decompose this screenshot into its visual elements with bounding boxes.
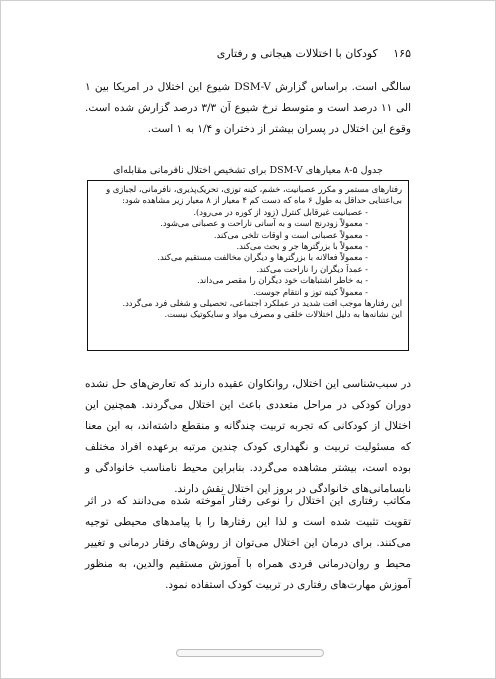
horizontal-scrollbar[interactable] <box>176 649 324 657</box>
criteria-item: - عصبانیت غیرقابل کنترل (زود از کوره در می‌رود). <box>193 206 368 217</box>
criteria-item: - معمولاً فعالانه با بزرگترها و دیگران مخالفت مستقیم می‌کند. <box>157 252 368 263</box>
table-caption: جدول ۵-۸ معیارهای DSM-V برای تشخیص اختلال نافرمانی مقابله‌ای <box>113 165 383 176</box>
running-header <box>111 47 411 60</box>
page-number: ۱۶۵ <box>393 47 411 60</box>
criteria-item: - معمولاً زودرنج است و به آسانی ناراحت و عصبانی می‌شود. <box>160 218 368 229</box>
criteria-box <box>87 180 409 351</box>
criteria-item: - معمولاً کینه توز و انتقام جوست. <box>252 286 368 297</box>
criteria-item: - معمولاً عصبانی است و اوقات تلخی می‌کند. <box>213 229 368 240</box>
criteria-intro-line: رفتارهای مستمر و مکرر عصبانیت، خشم، کینه توزی، تحریک‌پذیری، نافرمانی، لجبازی و <box>106 184 402 194</box>
criteria-item: - عمداً دیگران را ناراحت می‌کند. <box>256 263 368 274</box>
running-title: کودکان با اختلالات هیجانی و رفتاری <box>216 47 378 60</box>
paragraph-prevalence: سالگی است. براساس گزارش DSM-V شیوع این اختلال در امریکا بین ۱ الی ۱۱ درصد است و متوسط نرخ شیوع آن ۳/۳ درصد گزارش شده است. وقوع این اختلال در پسران بیشتر از دختران و ۱/۴ به ۱ است. <box>85 81 411 135</box>
paragraph-treatment: مکاتب رفتاری این اختلال را نوعی رفتار آموخته شده می‌دانند که در اثر تقویت تثبیت شده است و لذا این رفتارها را با پیامدهای محیطی توجیه می‌کنند. برای درمان این اختلال می‌توان از روش‌های رفتار درمانی و تغییر محیط و روان‌درمانی فردی همراه با آموزش مستقیم والدین، به منظور آموزش مهارت‌های رفتاری در تربیت کودک استفاده نمود. <box>85 495 411 591</box>
criteria-item: - معمولاً با بزرگترها جر و بحث می‌کند. <box>236 241 368 252</box>
criteria-item: - به خاطر اشتباهات خود دیگران را مقصر می‌داند. <box>196 275 368 286</box>
paragraph-etiology: در سبب‌شناسی این اختلال، روانکاوان عقیده دارند که تعارض‌های حل نشده دوران کودکی در مراحل متعددی باعث این اختلال می‌گردند. همچنین این اختلال از کودکانی که تجربه تربیت چندگانه و منقطع داشته‌اند، به این معنا که مسئولیت تربیت و نگهداری کودک چندین مرتبه برعهده افراد مختلف بوده است، بیشتر مشاهده می‌گردد. بنابراین محیط نامناسب خانوادگی و نابسامانی‌های خانوادگی در بروز این اختلال نقش دارند. <box>85 378 411 495</box>
criteria-footer-line: این نشانه‌ها به دلیل اختلالات خلقی و مصرف مواد و سایکوتیک نیست. <box>164 309 402 320</box>
criteria-intro-line: بی‌اعتنایی حداقل به طول ۶ ماه که دست کم ۴ معیار از ۸ معیار زیر مشاهده شود: <box>122 195 402 206</box>
criteria-footer-line: این رفتارها موجب افت شدید در عملکرد اجتماعی، تحصیلی و شغلی فرد می‌گردد. <box>122 298 402 309</box>
